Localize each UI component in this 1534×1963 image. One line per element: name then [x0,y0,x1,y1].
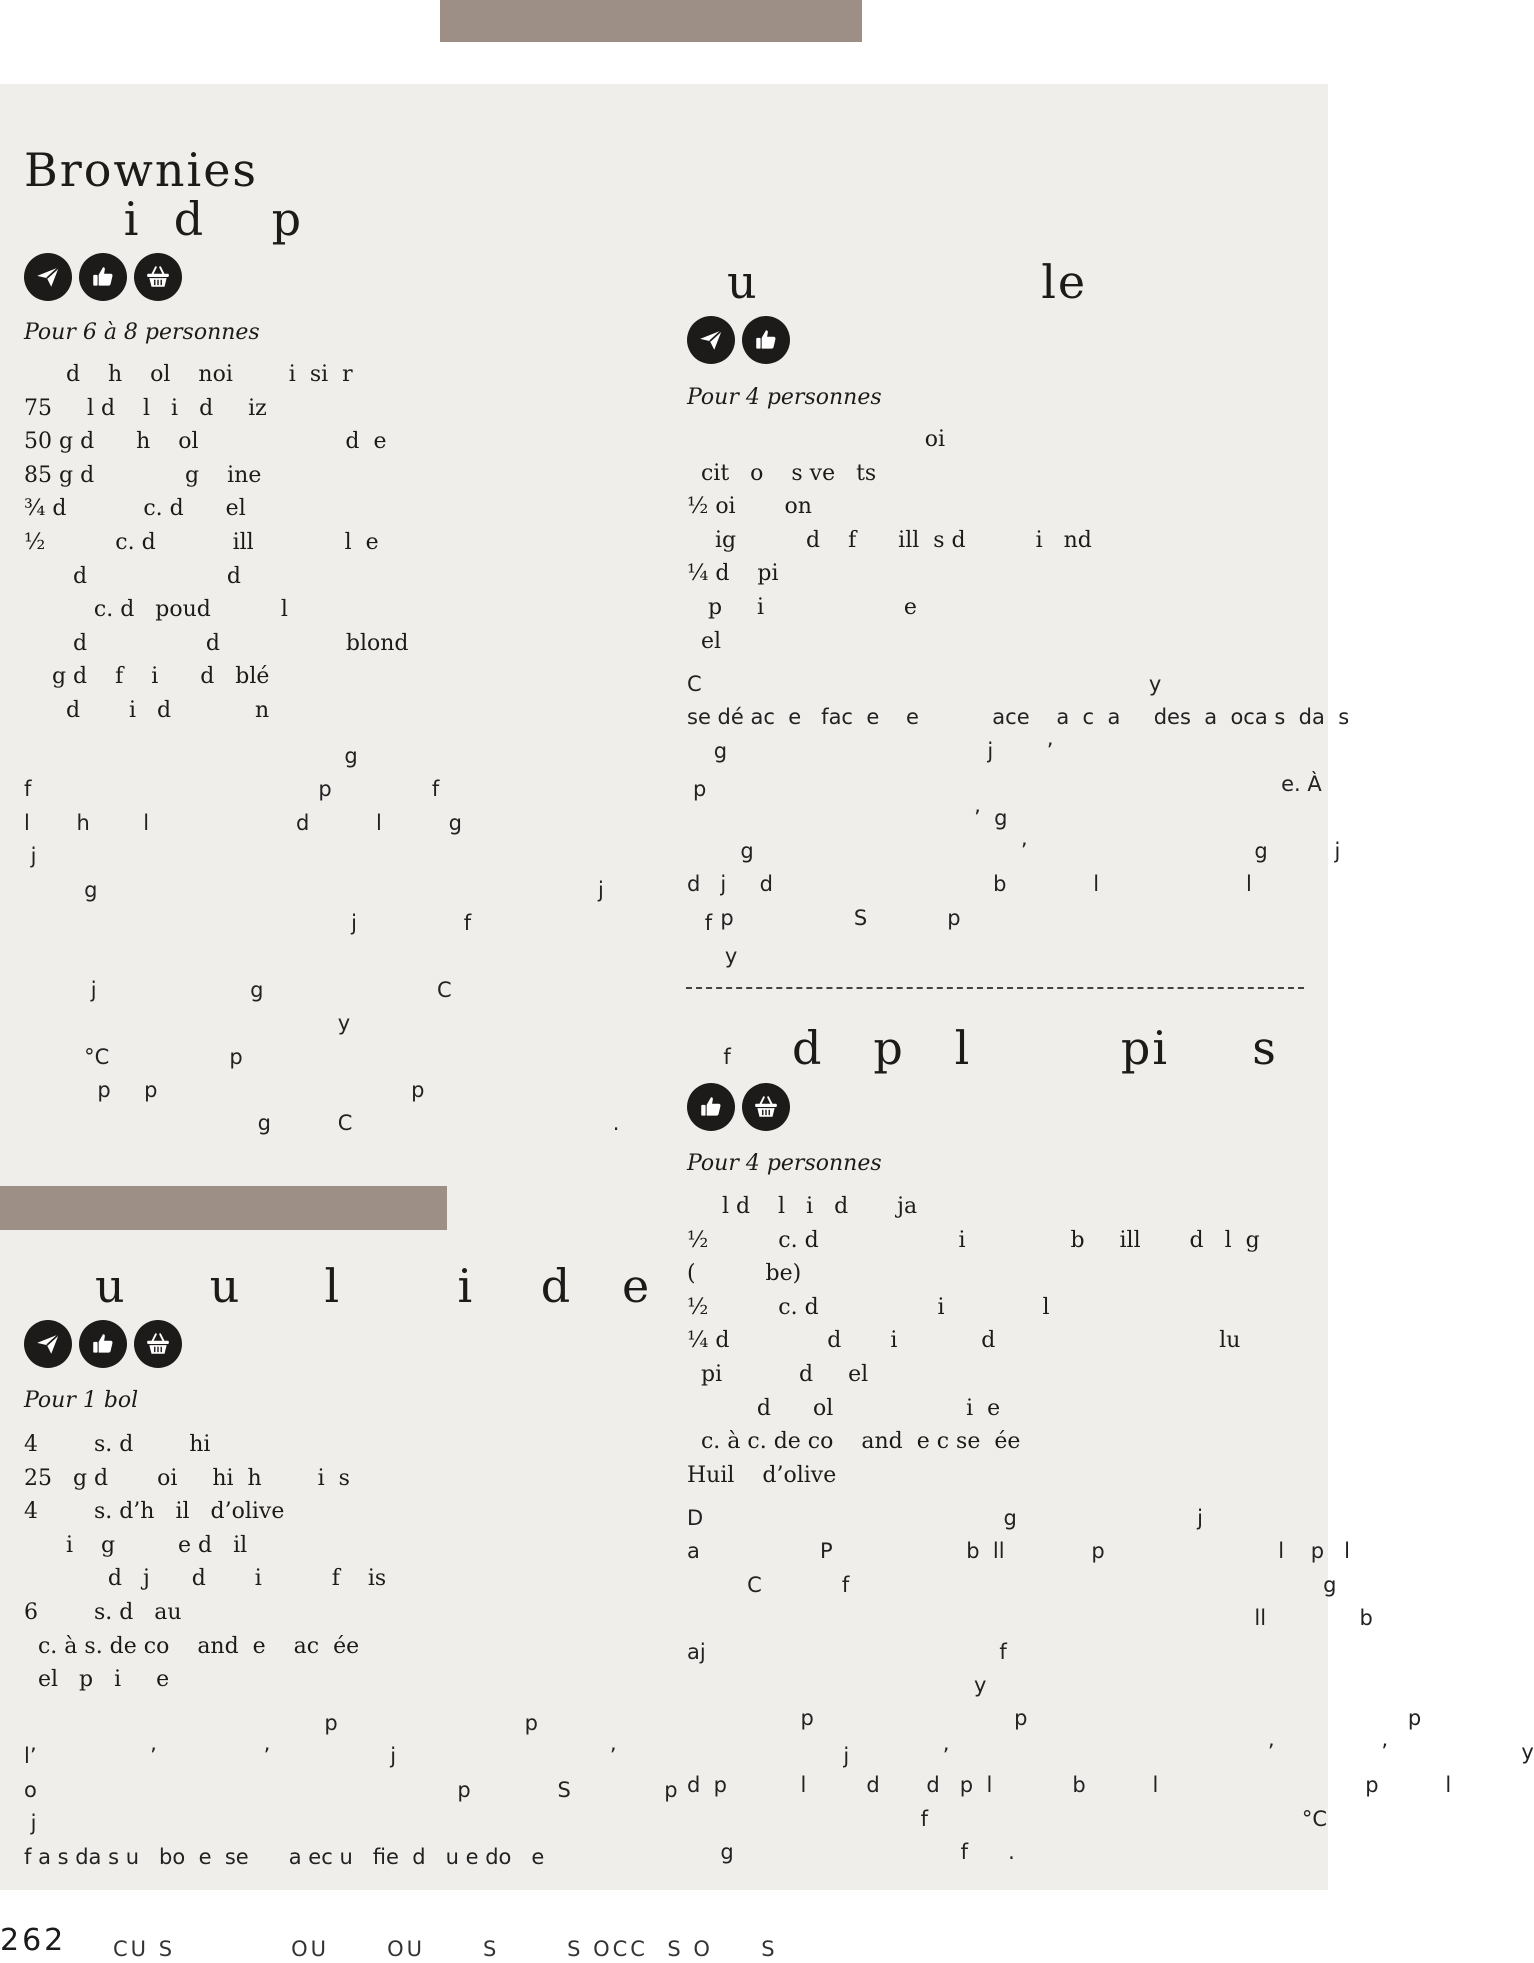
method-line: e. À [687,772,1322,797]
ingredient-line: Huil d’olive [687,1462,837,1488]
method-line: g ’ g j [687,838,1341,863]
paper-plane-icon [24,1320,72,1368]
method-line: ’ ’ y [687,1739,1534,1764]
ingredient-line: 4 s. d hi [24,1432,211,1457]
basket-icon [134,253,182,301]
method-line: f a s da s u bo e se a ec u fie d u e do e [24,1844,545,1869]
method-line: y [687,1672,987,1697]
ingredient-line: d d blond [24,630,409,656]
basket-icon [134,1320,182,1368]
ingredient-line: ½ oi on [687,494,812,520]
method-line: f p f p [24,777,707,802]
recipe-title-brownies: Brownies [24,143,259,197]
ingredient-line: d d [24,563,241,589]
method-line: a P b ll p l p l [687,1539,1350,1564]
method-line: g f . [687,1839,1015,1864]
ingredient-list-brownies [24,358,409,728]
recipe-divider [686,987,1304,989]
ingredient-line: i g e d il [24,1532,248,1558]
ingredient-line: 4 s. d’h il d’olive [24,1499,285,1525]
icon-row-second [687,316,790,364]
thumbs-up-icon [79,1320,127,1368]
ingredient-line: ½ c. d i l [687,1294,1050,1320]
method-line: g C . [24,1111,620,1136]
ingredient-line: 6 s. d au [24,1599,182,1625]
method-line: g [24,744,358,768]
ingredient-line: ½ c. d i b ill d l g [687,1227,1260,1253]
ingredient-line: el [687,628,722,654]
icon-row-fourth [24,1320,182,1368]
method-line: g j [24,877,604,902]
method-line: C y [687,672,1162,696]
ingredient-line: c. d poud l [24,597,288,623]
ingredient-line: c. à s. de co and e ac ée [24,1633,360,1659]
recipe-title-second: u le [727,255,1088,309]
ingredient-line: 75 l d l i d iz [24,395,267,421]
ingredient-line: c. à c. de co and e c se ée [687,1429,1021,1455]
method-line: y [24,944,738,969]
thumbs-up-icon [742,316,790,364]
ingredient-list-second [687,423,1092,658]
top-color-bar [440,0,862,42]
method-line: j f f [24,910,713,935]
section-color-bar [0,1186,447,1230]
method-line: ’ g [687,805,1008,830]
method-line: D g j [687,1506,1203,1530]
basket-icon [742,1083,790,1131]
method-line: j [24,844,37,869]
method-line: C f g [687,1572,1337,1597]
method-line: l h l d l g [24,810,462,835]
method-line: p p p [687,1706,1422,1731]
method-line: y [24,1011,351,1036]
method-line: o p S p [24,1777,678,1802]
ingredient-line: l d l i d ja [687,1194,918,1219]
ingredient-list-fourth [24,1428,386,1697]
method-line: p p p [24,1077,425,1102]
ingredient-line: pi d el [687,1361,869,1387]
serves-third: Pour 4 personnes [687,1151,882,1176]
method-line: ll b [687,1606,1373,1631]
recipe-title-fourth: u u l i d e [95,1259,652,1313]
icon-row-brownies [24,253,182,301]
ingredient-line: 50 g d h ol d e [24,429,387,455]
ingredient-line: cit o s ve ts [687,460,877,486]
ingredient-line: g d f i d blé [24,664,270,690]
method-line: se dé ac e fac e e ace a c a des a oca s da s [687,705,1350,730]
serves-brownies: Pour 6 à 8 personnes [24,320,260,345]
ingredient-line: d ol i e [687,1395,1001,1421]
thumbs-up-icon [79,253,127,301]
method-line: p S p [687,905,961,930]
thumbs-up-icon [687,1083,735,1131]
method-line: d j d b l l [687,872,1252,897]
icon-row-third [687,1083,790,1131]
method-line: aj f [687,1639,1007,1664]
method-line: °C p f [24,1044,731,1069]
method-line: g j ’ [687,738,1054,763]
serves-fourth: Pour 1 bol [24,1388,139,1413]
ingredient-line: 25 g d oi hi h i s [24,1465,350,1491]
method-line: p p [24,1711,538,1735]
ingredient-list-third [687,1190,1260,1492]
method-line: j g C [24,977,452,1002]
ingredient-line: p i e [687,594,917,620]
ingredient-line: 85 g d g ine [24,462,262,488]
ingredient-line: ¾ d c. d el [24,496,246,522]
method-line: f °C [687,1806,1328,1831]
method-line: l’ ’ ’ j ’ j ’ [24,1744,950,1769]
running-title: CU S OU OU S S OCC S O S [113,1937,778,1961]
ingredient-line: el p i e [24,1667,170,1693]
method-second [687,668,1349,935]
ingredient-line: ½ c. d ill l e [24,529,379,555]
method-brownies [24,740,737,1141]
ingredient-line: ¼ d d i d lu [687,1328,1241,1354]
ingredient-line: d j d i f is [24,1566,387,1592]
recipe-subtitle-brownies: i d p [24,192,304,246]
ingredient-line: ( be) [687,1261,802,1287]
method-fourth [24,1707,949,1874]
ingredient-line: ¼ d pi [687,561,779,587]
ingredient-line: oi [687,427,946,452]
method-line: j [24,1811,37,1836]
paper-plane-icon [24,253,72,301]
page-number: 262 [0,1923,67,1958]
serves-second: Pour 4 personnes [687,385,882,410]
ingredient-line: ig d f ill s d i nd [687,527,1092,553]
ingredient-line: d h ol noi i si r [24,362,353,387]
recipe-title-third: d p l pi s [792,1021,1278,1075]
method-line: d p l d d p l b l p l [687,1773,1452,1798]
paper-plane-icon [687,316,735,364]
ingredient-line: d i d n [24,697,270,723]
